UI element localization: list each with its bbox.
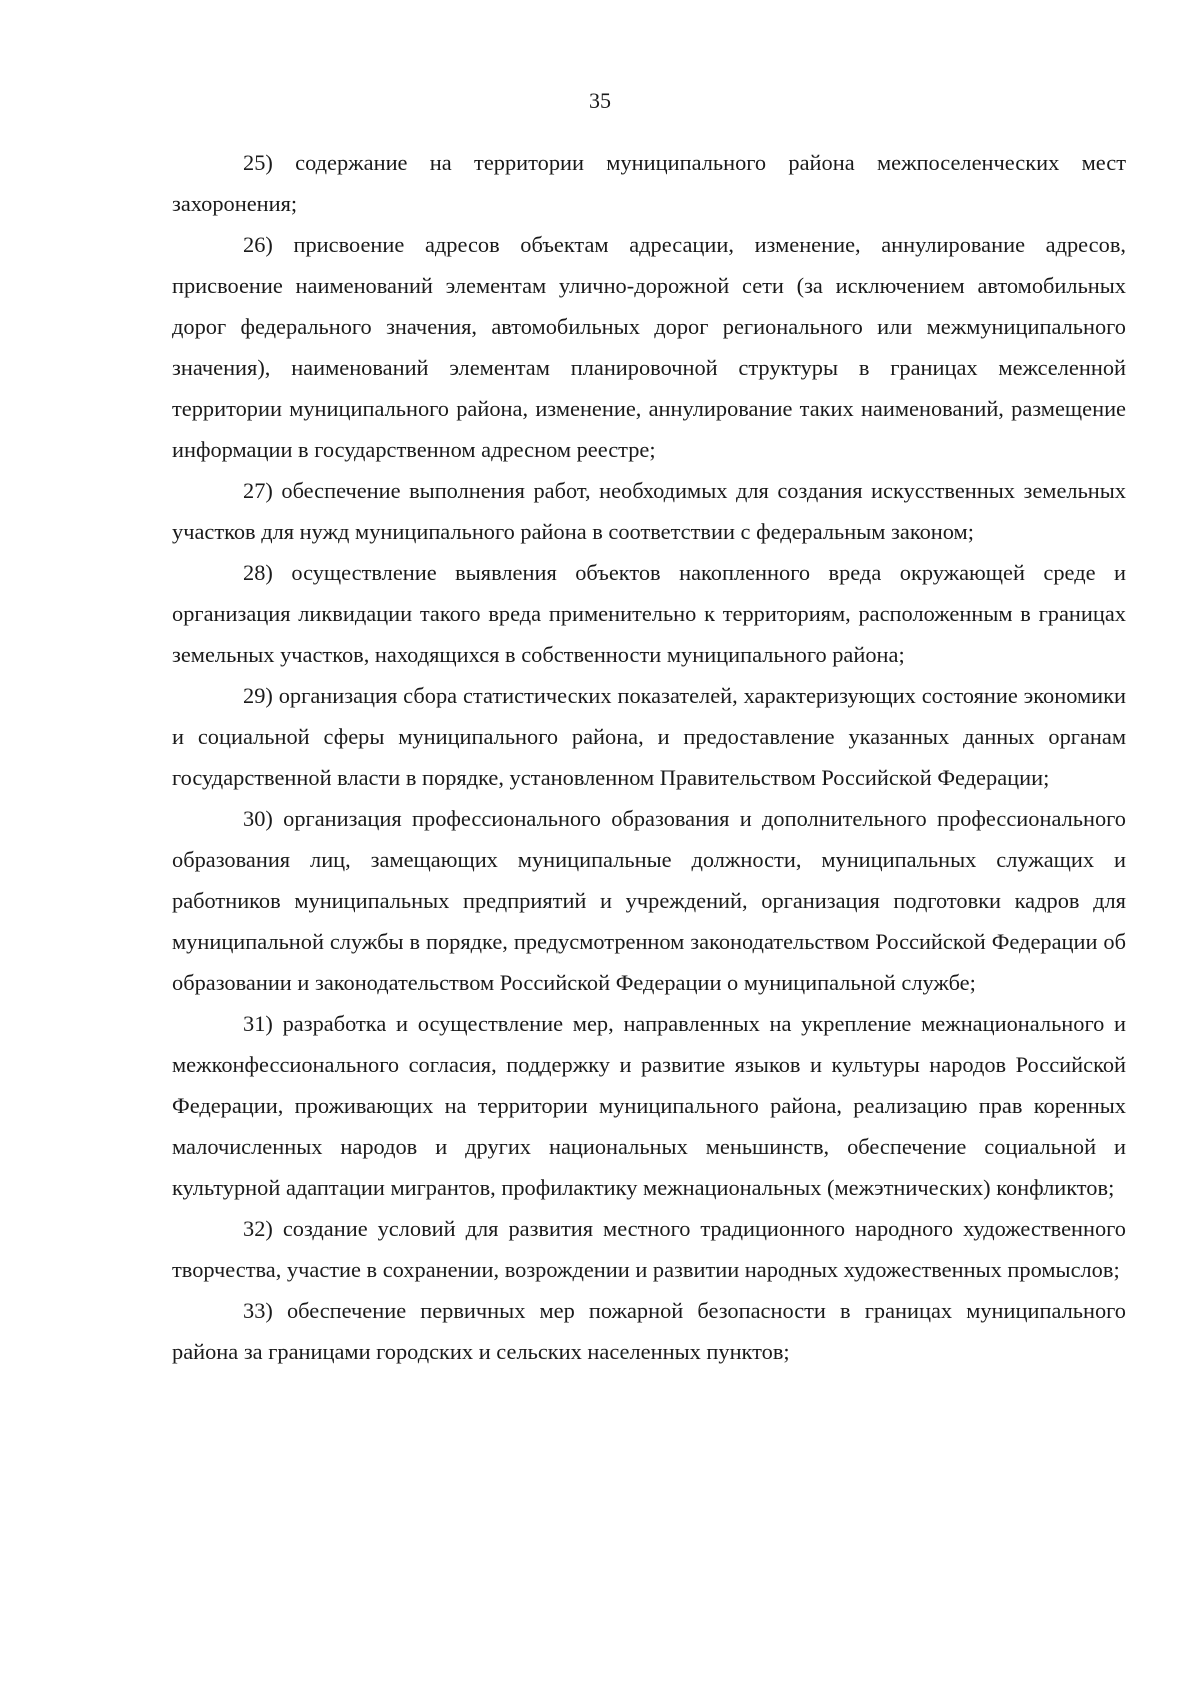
paragraph-item-25: 25) содержание на территории муниципального района межпоселенческих мест захоронения; bbox=[172, 150, 1126, 216]
paragraph-item-30: 30) организация профессионального образования и дополнительного профессионального образования лиц, замещающих муниципальные должности, муниципальных служащих и работников муниципальных предприятий и учреждений, организация подготовки кадров для муниципальной службы в порядке, предусмотренном законодательством Российской Федерации об образовании и законодательством Российской Федерации о муниципальной службе; bbox=[172, 806, 1126, 995]
paragraph-item-29: 29) организация сбора статистических показателей, характеризующих состояние экономики и социальной сферы муниципального района, и предоставление указанных данных органам государственной власти в порядке, установленном Правительством Российской Федерации; bbox=[172, 683, 1126, 790]
paragraph-item-28: 28) осуществление выявления объектов накопленного вреда окружающей среде и организация ликвидации такого вреда применительно к территориям, расположенным в границах земельных участков, находящихся в собственности муниципального района; bbox=[172, 560, 1126, 667]
paragraph-item-33: 33) обеспечение первичных мер пожарной безопасности в границах муниципального района за границами городских и сельских населенных пунктов; bbox=[172, 1298, 1126, 1364]
paragraph-item-31: 31) разработка и осуществление мер, направленных на укрепление межнационального и межконфессионального согласия, поддержку и развитие языков и культуры народов Российской Федерации, проживающих на территории муниципального района, реализацию прав коренных малочисленных народов и других национальных меньшинств, обеспечение социальной и культурной адаптации мигрантов, профилактику межнациональных (межэтнических) конфликтов; bbox=[172, 1011, 1126, 1200]
paragraph-item-32: 32) создание условий для развития местного традиционного народного художественного творчества, участие в сохранении, возрождении и развитии народных художественных промыслов; bbox=[172, 1216, 1126, 1282]
document-body bbox=[172, 142, 1126, 1372]
paragraph-item-26: 26) присвоение адресов объектам адресации, изменение, аннулирование адресов, присвоение наименований элементам улично-дорожной сети (за исключением автомобильных дорог федерального значения, автомобильных дорог регионального или межмуниципального значения), наименований элементам планировочной структуры в границах межселенной территории муниципального района, изменение, аннулирование таких наименований, размещение информации в государственном адресном реестре; bbox=[172, 232, 1126, 462]
page-number: 35 bbox=[589, 88, 611, 113]
paragraph-item-27: 27) обеспечение выполнения работ, необходимых для создания искусственных земельных участков для нужд муниципального района в соответствии с федеральным законом; bbox=[172, 478, 1126, 544]
